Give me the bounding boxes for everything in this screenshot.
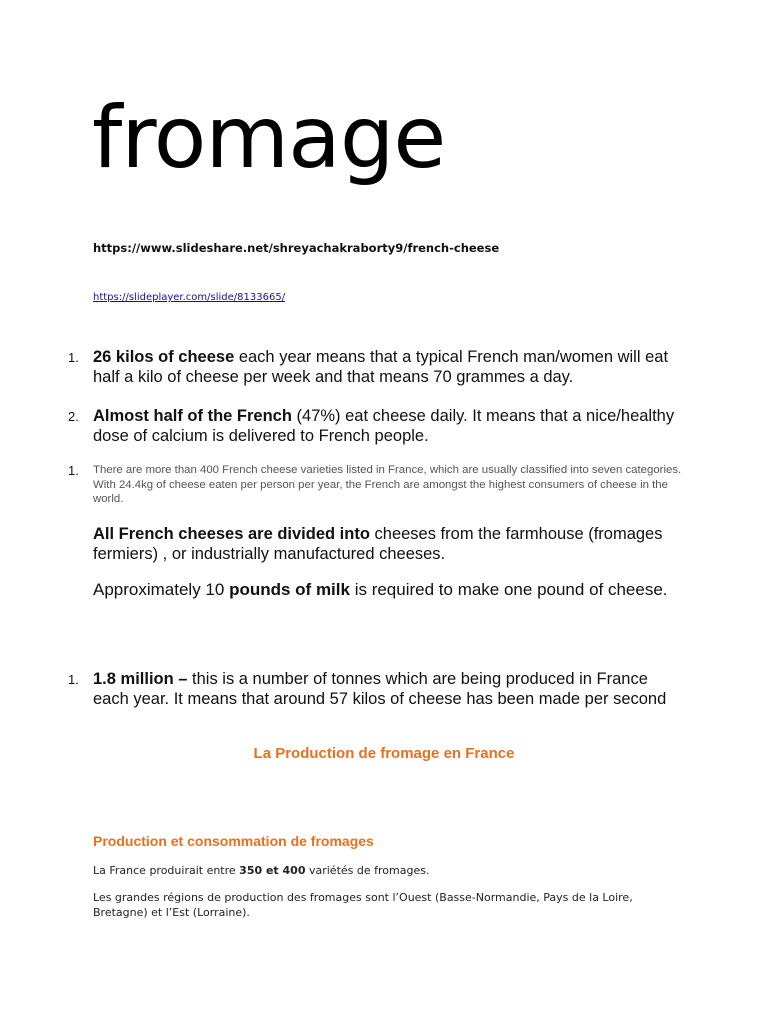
page-title: fromage	[92, 88, 446, 188]
heading-production-france: La Production de fromage en France	[253, 745, 515, 762]
list-item-half-french	[68, 406, 688, 446]
fr-text-rest: variétés de fromages.	[305, 864, 430, 877]
list-text	[93, 406, 688, 446]
list-text-rest: (47%) eat cheese daily. It means that a nice/healthy dose of calcium is delivered to French people.	[93, 407, 675, 445]
para-text-pre: Approximately 10	[93, 580, 230, 599]
list-text	[93, 669, 688, 709]
bold-phrase: All French cheeses are divided into	[93, 525, 370, 543]
fr-para-varieties	[93, 863, 683, 878]
bold-phrase: 26 kilos of cheese	[93, 348, 235, 366]
list-number: 1.	[68, 672, 79, 687]
list-text-small: There are more than 400 French cheese varieties listed in France, which are usually classified into seven categories. With 24.4kg of cheese eaten per person per year, the French are amongst the highest consumers of cheese in the world.	[93, 464, 682, 505]
heading-production-consommation: Production et consommation de fromages	[93, 833, 374, 849]
list-number: 1.	[68, 350, 79, 365]
slideshare-link[interactable]: https://www.slideshare.net/shreyachakraborty9/french-cheese	[93, 241, 500, 255]
para-text-rest: is required to make one pound of cheese.	[349, 580, 668, 599]
para-milk	[93, 579, 673, 600]
list-item-kilos	[68, 347, 688, 387]
fr-para-regions: Les grandes régions de production des fromages sont l’Ouest (Basse-Normandie, Pays de la Loire, Bretagne) et l’Est (Lorraine).	[93, 891, 633, 919]
para-text-rest: cheeses from the farmhouse (fromages fermiers) , or industrially manufactured cheeses.	[93, 525, 663, 563]
bold-phrase: 350 et 400	[239, 864, 306, 877]
list-number: 2.	[68, 409, 79, 424]
list-item-varieties	[68, 463, 688, 507]
fr-text-pre: La France produirait entre	[93, 864, 240, 877]
slideplayer-link[interactable]: https://slideplayer.com/slide/8133665/	[93, 292, 286, 303]
list-text-rest: each year means that a typical French man/women will eat half a kilo of cheese per week and that means 70 grammes a day.	[93, 348, 669, 386]
bold-phrase: 1.8 million –	[93, 670, 188, 688]
list-text	[93, 347, 688, 387]
bold-phrase: Almost half of the French	[93, 407, 292, 425]
list-item-million	[68, 669, 688, 709]
list-number: 1.	[68, 463, 79, 478]
bold-phrase: pounds of milk	[229, 580, 350, 599]
list-text-rest: this is a number of tonnes which are being produced in France each year. It means that around 57 kilos of cheese has been made per second	[93, 670, 667, 708]
para-divided	[93, 524, 673, 564]
